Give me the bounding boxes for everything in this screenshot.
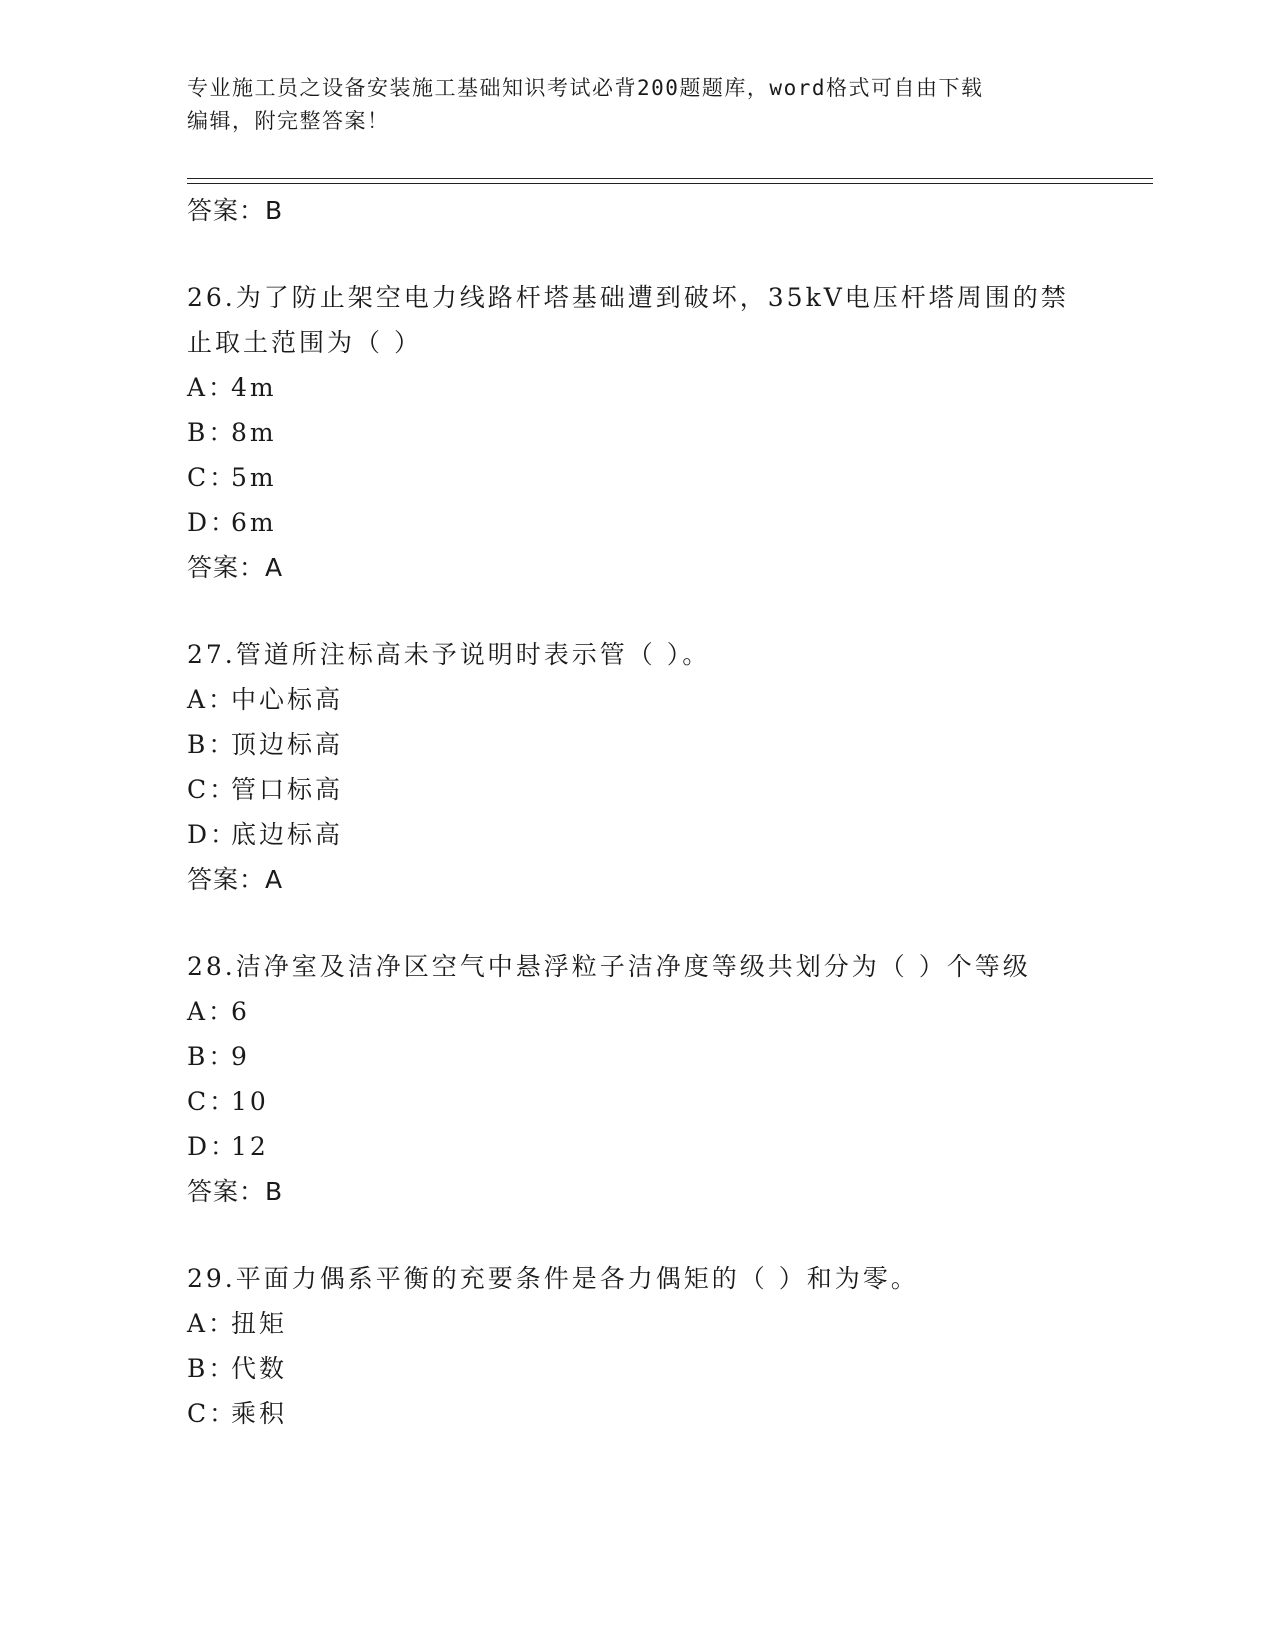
option-a <box>187 365 1107 410</box>
option-c <box>187 767 1107 812</box>
option-text: 代数 <box>231 1354 288 1383</box>
option-text: 管口标高 <box>231 775 344 804</box>
option-text: 6m <box>231 508 277 537</box>
option-text: 10 <box>231 1087 269 1116</box>
option-c <box>187 1391 1107 1436</box>
header-divider-bottom <box>187 183 1153 184</box>
option-text: 扭矩 <box>231 1309 288 1338</box>
question-line: 26.为了防止架空电力线路杆塔基础遭到破坏，35kV电压杆塔周围的禁 <box>187 283 1069 312</box>
header-line-2: 编辑，附完整答案！ <box>187 109 390 133</box>
option-d <box>187 812 1107 857</box>
answer-value: A <box>265 865 284 894</box>
question-line: 27.管道所注标高未予说明时表示管（ ）。 <box>187 640 711 669</box>
option-letter: B： <box>187 730 237 759</box>
document-header <box>187 72 1087 138</box>
option-c <box>187 455 1107 500</box>
answer-label: 答案： <box>187 1177 266 1206</box>
option-letter: B： <box>187 1354 237 1383</box>
option-letter: A： <box>187 685 237 714</box>
answer-value: B <box>265 1177 284 1206</box>
option-letter: C： <box>187 775 238 804</box>
header-line-1: 专业施工员之设备安装施工基础知识考试必背200题题库，word格式可自由下载 <box>187 76 984 100</box>
answer-value: A <box>265 553 284 582</box>
answer-label: 答案： <box>187 553 266 582</box>
option-letter: A： <box>187 1309 237 1338</box>
option-text: 8m <box>231 418 277 447</box>
option-letter: C： <box>187 1399 238 1428</box>
header-divider-top <box>187 178 1153 179</box>
option-a <box>187 989 1107 1034</box>
option-letter: D： <box>187 508 239 537</box>
question-text <box>187 275 1107 365</box>
question-block <box>187 1256 1107 1436</box>
answer-label: 答案： <box>187 196 266 225</box>
option-letter: B： <box>187 418 237 447</box>
question-block <box>187 632 1107 902</box>
question-block <box>187 275 1107 590</box>
answer-line <box>187 857 1107 902</box>
option-b <box>187 1346 1107 1391</box>
option-letter: B： <box>187 1042 237 1071</box>
option-c <box>187 1079 1107 1124</box>
answer-line <box>187 188 1107 233</box>
question-line: 止取土范围为（ ） <box>187 328 422 357</box>
option-text: 5m <box>231 463 277 492</box>
option-letter: D： <box>187 1132 239 1161</box>
question-line: 29.平面力偶系平衡的充要条件是各力偶矩的（ ）和为零。 <box>187 1264 919 1293</box>
option-letter: A： <box>187 997 237 1026</box>
option-letter: C： <box>187 1087 238 1116</box>
option-d <box>187 1124 1107 1169</box>
option-letter: D： <box>187 820 239 849</box>
option-d <box>187 500 1107 545</box>
question-text <box>187 1256 1107 1301</box>
option-b <box>187 1034 1107 1079</box>
option-text: 9 <box>231 1042 250 1071</box>
answer-line <box>187 1169 1107 1214</box>
answer-label: 答案： <box>187 865 266 894</box>
question-text <box>187 632 1107 677</box>
option-a <box>187 1301 1107 1346</box>
question-text <box>187 944 1107 989</box>
option-a <box>187 677 1107 722</box>
option-b <box>187 410 1107 455</box>
option-text: 顶边标高 <box>231 730 344 759</box>
option-text: 乘积 <box>231 1399 288 1428</box>
option-text: 4m <box>231 373 277 402</box>
option-text: 底边标高 <box>231 820 344 849</box>
question-block <box>187 944 1107 1214</box>
option-text: 6 <box>231 997 250 1026</box>
option-letter: C： <box>187 463 238 492</box>
answer-value: B <box>265 196 284 225</box>
question-line: 28.洁净室及洁净区空气中悬浮粒子洁净度等级共划分为（ ）个等级 <box>187 952 1031 981</box>
question-list <box>187 188 1107 1436</box>
option-text: 12 <box>231 1132 269 1161</box>
answer-line <box>187 545 1107 590</box>
option-letter: A： <box>187 373 237 402</box>
option-b <box>187 722 1107 767</box>
option-text: 中心标高 <box>231 685 344 714</box>
